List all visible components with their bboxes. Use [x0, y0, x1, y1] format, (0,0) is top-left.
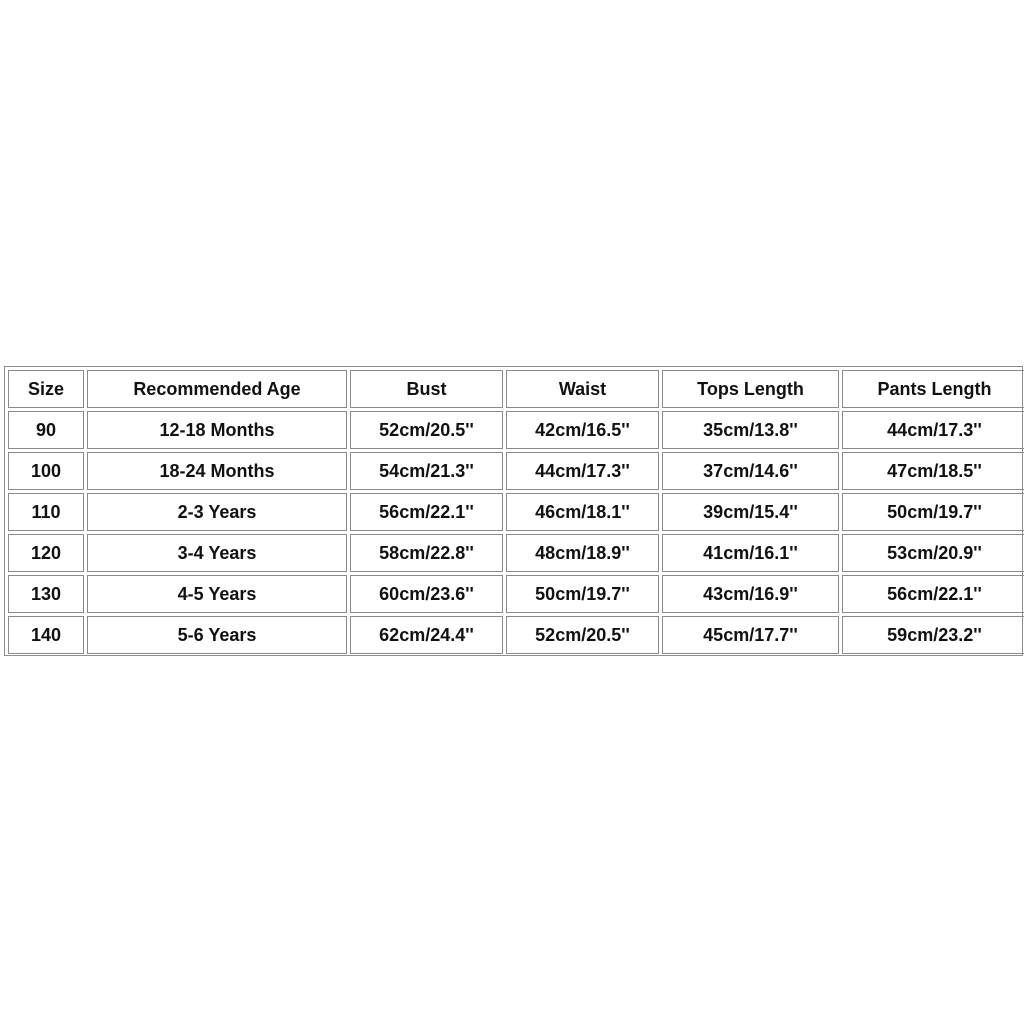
cell-pants-length: 53cm/20.9''	[842, 534, 1024, 572]
cell-bust: 52cm/20.5''	[350, 411, 503, 449]
header-waist: Waist	[506, 370, 659, 408]
cell-tops-length: 35cm/13.8''	[662, 411, 839, 449]
cell-tops-length: 37cm/14.6''	[662, 452, 839, 490]
cell-size: 90	[8, 411, 84, 449]
cell-size: 100	[8, 452, 84, 490]
table-row	[8, 411, 1024, 449]
cell-size: 120	[8, 534, 84, 572]
cell-pants-length: 44cm/17.3''	[842, 411, 1024, 449]
cell-size: 140	[8, 616, 84, 654]
cell-bust: 60cm/23.6''	[350, 575, 503, 613]
header-bust: Bust	[350, 370, 503, 408]
cell-bust: 62cm/24.4''	[350, 616, 503, 654]
cell-recommended-age: 4-5 Years	[87, 575, 347, 613]
header-pants-length: Pants Length	[842, 370, 1024, 408]
table-row	[8, 452, 1024, 490]
table-row	[8, 534, 1024, 572]
table-row	[8, 493, 1024, 531]
cell-recommended-age: 3-4 Years	[87, 534, 347, 572]
size-chart	[4, 366, 1023, 656]
cell-waist: 48cm/18.9''	[506, 534, 659, 572]
cell-recommended-age: 12-18 Months	[87, 411, 347, 449]
header-row	[8, 370, 1024, 408]
header-tops-length: Tops Length	[662, 370, 839, 408]
cell-pants-length: 47cm/18.5''	[842, 452, 1024, 490]
cell-recommended-age: 2-3 Years	[87, 493, 347, 531]
cell-waist: 52cm/20.5''	[506, 616, 659, 654]
header-size: Size	[8, 370, 84, 408]
cell-pants-length: 50cm/19.7''	[842, 493, 1024, 531]
cell-waist: 42cm/16.5''	[506, 411, 659, 449]
cell-tops-length: 45cm/17.7''	[662, 616, 839, 654]
cell-tops-length: 43cm/16.9''	[662, 575, 839, 613]
cell-size: 110	[8, 493, 84, 531]
table-row	[8, 616, 1024, 654]
cell-bust: 54cm/21.3''	[350, 452, 503, 490]
cell-tops-length: 41cm/16.1''	[662, 534, 839, 572]
cell-waist: 50cm/19.7''	[506, 575, 659, 613]
cell-pants-length: 59cm/23.2''	[842, 616, 1024, 654]
header-recommended-age: Recommended Age	[87, 370, 347, 408]
cell-bust: 56cm/22.1''	[350, 493, 503, 531]
cell-waist: 44cm/17.3''	[506, 452, 659, 490]
cell-size: 130	[8, 575, 84, 613]
table-row	[8, 575, 1024, 613]
cell-waist: 46cm/18.1''	[506, 493, 659, 531]
cell-pants-length: 56cm/22.1''	[842, 575, 1024, 613]
cell-tops-length: 39cm/15.4''	[662, 493, 839, 531]
size-chart-table	[5, 367, 1024, 657]
cell-recommended-age: 18-24 Months	[87, 452, 347, 490]
cell-recommended-age: 5-6 Years	[87, 616, 347, 654]
cell-bust: 58cm/22.8''	[350, 534, 503, 572]
